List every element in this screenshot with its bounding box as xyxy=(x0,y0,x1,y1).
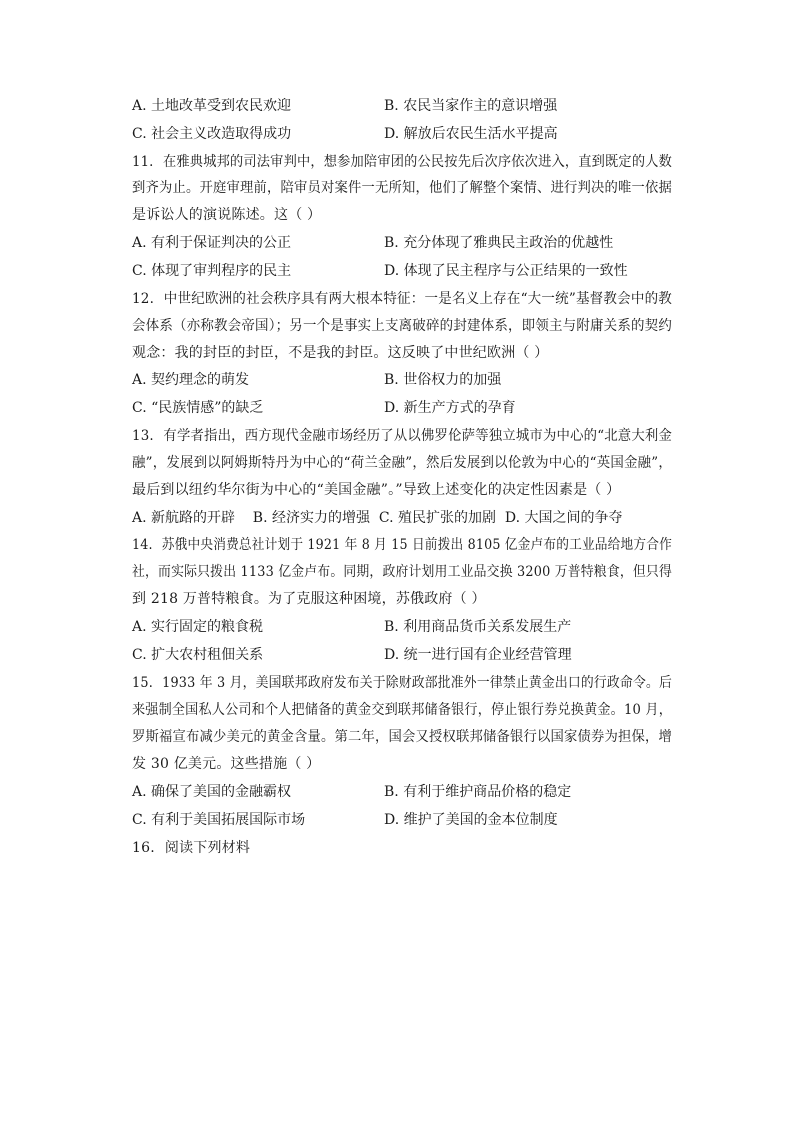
q13-options: A. 新航路的开辟 B. 经济实力的增强 C. 殖民扩张的加剧 D. 大国之间的争夺 xyxy=(132,510,623,526)
q15-stem-line-3: 罗斯福宣布减少美元的黄金含量。第二年，国会又授权联邦储备银行以国家债券为担保，增 xyxy=(132,729,672,745)
q11-option-b: B. 充分体现了雅典民主政治的优越性 xyxy=(384,235,614,251)
q11-option-c: C. 体现了审判程序的民主 xyxy=(132,263,292,279)
q15-option-c: C. 有利于美国拓展国际市场 xyxy=(132,812,306,828)
q14-option-c: C. 扩大农村租佃关系 xyxy=(132,647,264,663)
q14-option-d: D. 统一进行国有企业经营管理 xyxy=(384,647,572,663)
q10-option-c: C. 社会主义改造取得成功 xyxy=(132,126,292,142)
q13-stem-line-2: 融”，发展到以阿姆斯特丹为中心的“荷兰金融”，然后发展到以伦敦为中心的“英国金融”， xyxy=(132,455,672,471)
q12-stem-line-2: 会体系（亦称教会帝国）；另一个是事实上支离破碎的封建体系，即领主与附庸关系的契约 xyxy=(132,318,673,334)
q11-number: 11. xyxy=(132,154,154,170)
q12-option-d: D. 新生产方式的孕育 xyxy=(384,400,516,416)
q12-stem-line-1 xyxy=(132,290,672,308)
q14-stem-line-2: 社，而实际只拨出 1133 亿金卢布。同期，政府计划用工业品交换 3200 万普特粮食，但只得 xyxy=(132,564,672,580)
q15-stem-line-1 xyxy=(132,674,672,692)
q13-text-1: 有学者指出，西方现代金融市场经历了从以佛罗伦萨等独立城市为中心的“北意大利金 xyxy=(163,428,673,444)
q11-option-d: D. 体现了民主程序与公正结果的一致性 xyxy=(384,263,628,279)
q12-text-1: 中世纪欧洲的社会秩序具有两大根本特征：一是名义上存在“大一统”基督教会中的教 xyxy=(163,291,673,307)
q16-stem-line-1 xyxy=(132,839,250,857)
q15-stem-line-4: 发 30 亿美元。这些措施（ ） xyxy=(132,756,321,772)
q11-stem-line-1 xyxy=(132,153,672,171)
q15-text-1: 1933 年 3 月，美国联邦政府发布关于除财政部批准外一律禁止黄金出口的行政命令。后 xyxy=(162,675,672,691)
q16-text-1: 阅读下列材料 xyxy=(164,840,251,856)
q14-number: 14. xyxy=(132,537,153,553)
q10-option-d: D. 解放后农民生活水平提高 xyxy=(384,126,558,142)
q14-stem-line-1 xyxy=(132,536,672,554)
q14-option-a: A. 实行固定的粮食税 xyxy=(132,619,264,635)
q12-option-b: B. 世俗权力的加强 xyxy=(384,372,502,388)
q11-stem-line-3: 是诉讼人的演说陈述。这（ ） xyxy=(132,207,322,223)
q11-text-1: 在雅典城邦的司法审判中，想参加陪审团的公民按先后次序依次进入，直到既定的人数 xyxy=(163,154,673,170)
q12-option-c: C. “民族情感”的缺乏 xyxy=(132,400,264,416)
q12-stem-line-3: 观念：我的封臣的封臣，不是我的封臣。这反映了中世纪欧洲（ ） xyxy=(132,345,549,361)
q15-number: 15. xyxy=(132,675,153,691)
q10-option-b: B. 农民当家作主的意识增强 xyxy=(384,98,558,114)
q10-option-a: A. 土地改革受到农民欢迎 xyxy=(132,98,292,114)
q14-stem-line-3: 到 218 万普特粮食。为了克服这种困境，苏俄政府（ ） xyxy=(132,591,486,607)
q15-option-d: D. 维护了美国的金本位制度 xyxy=(384,812,558,828)
q15-stem-line-2: 来强制全国私人公司和个人把储备的黄金交到联邦储备银行，停止银行券兑换黄金。10 月， xyxy=(132,702,672,718)
q12-number: 12. xyxy=(132,291,155,307)
q13-number: 13. xyxy=(132,428,154,444)
q12-option-a: A. 契约理念的萌发 xyxy=(132,372,250,388)
q11-option-a: A. 有利于保证判决的公正 xyxy=(132,235,292,251)
q16-number: 16. xyxy=(132,840,155,856)
q15-option-b: B. 有利于维护商品价格的稳定 xyxy=(384,784,572,800)
q15-option-a: A. 确保了美国的金融霸权 xyxy=(132,784,292,800)
q13-stem-line-3: 最后到以纽约华尔街为中心的“美国金融”。”导致上述变化的决定性因素是（ ） xyxy=(132,482,621,498)
q13-stem-line-1 xyxy=(132,427,672,445)
q11-stem-line-2: 到齐为止。开庭审理前，陪审员对案件一无所知，他们了解整个案情、进行判决的唯一依据 xyxy=(132,180,672,196)
q14-option-b: B. 利用商品货币关系发展生产 xyxy=(384,619,572,635)
q14-text-1: 苏俄中央消费总社计划于 1921 年 8 月 15 日前拨出 8105 亿金卢布的工业品给地方合作 xyxy=(161,537,672,553)
